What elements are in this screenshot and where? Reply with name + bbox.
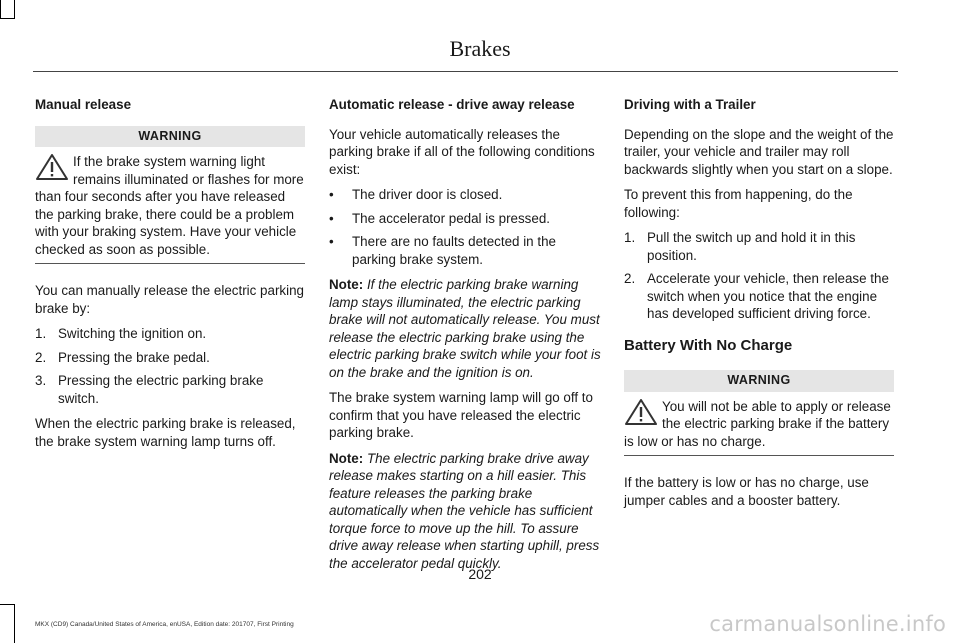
- list-item: [329, 233, 601, 268]
- warning-label: WARNING: [35, 126, 305, 148]
- note-label: Note:: [329, 277, 364, 292]
- list-number: 1.: [624, 230, 636, 245]
- warning-lamp-paragraph: The brake system warning lamp will go off to confirm that you have released the electric parking brake.: [329, 390, 593, 440]
- list-item: [624, 229, 894, 264]
- list-number: 2.: [35, 349, 47, 365]
- list-text: Accelerate your vehicle, then release the switch when you notice that the engine has developed sufficient driving force.: [647, 271, 889, 321]
- list-item: [329, 186, 601, 204]
- list-item: [329, 210, 601, 228]
- column-3: [624, 96, 894, 517]
- bullet: •: [329, 234, 334, 249]
- list-text: There are no faults detected in the parking brake system.: [352, 234, 556, 267]
- list-number: 1.: [35, 326, 47, 341]
- warning-body: [35, 153, 305, 258]
- list-text: The driver door is closed.: [352, 187, 503, 202]
- list-item: [35, 372, 305, 407]
- automatic-release-intro: Your vehicle automatically releases the parking brake if all of the following conditions exist:: [329, 126, 595, 177]
- battery-after: If the battery is low or has no charge, use jumper cables and a booster battery.: [624, 475, 869, 508]
- manual-release-steps: [35, 325, 305, 407]
- title-divider: [33, 71, 898, 72]
- column-1: [35, 96, 305, 458]
- page-number: 202: [468, 566, 492, 582]
- crop-mark: [14, 0, 15, 18]
- warning-triangle-icon: [35, 153, 69, 181]
- list-item: [35, 349, 305, 367]
- trailer-intro: Depending on the slope and the weight of the trailer, your vehicle and trailer may roll backwards slightly when you start on a slope.: [624, 126, 894, 177]
- warning-box: [35, 126, 305, 265]
- list-text: Pressing the electric parking brake switch.: [58, 373, 264, 406]
- list-text: Pull the switch up and hold it in this position.: [647, 230, 856, 263]
- warning-label: WARNING: [624, 370, 894, 392]
- watermark: carmanualsonline.info: [709, 612, 946, 636]
- footer-text: MKX (CD9) Canada/United States of America, enUSA, Edition date: 201707, First Printing: [35, 621, 294, 628]
- list-item: [35, 325, 305, 343]
- trailer-heading: Driving with a Trailer: [624, 97, 756, 112]
- column-2: [329, 96, 601, 580]
- list-text: Pressing the brake pedal.: [58, 349, 210, 365]
- list-text: The accelerator pedal is pressed.: [352, 210, 550, 226]
- manual-release-after: When the electric parking brake is released, the brake system warning lamp turns off.: [35, 416, 296, 449]
- manual-release-intro: You can manually release the electric parking brake by:: [35, 283, 304, 316]
- list-number: 3.: [35, 373, 47, 388]
- manual-release-heading: Manual release: [35, 97, 132, 112]
- warning-triangle-icon: [624, 398, 658, 426]
- crop-mark: [0, 18, 15, 19]
- trailer-prevent: To prevent this from happening, do the following:: [624, 187, 853, 220]
- note-text: If the electric parking brake warning lamp stays illuminated, the electric parking brake will not automatically release. You must release the electric parking brake using the electric parking brake switch while your foot is on the brake and the ignition is on.: [329, 277, 601, 380]
- warning-body: [624, 398, 894, 451]
- conditions-list: [329, 186, 601, 268]
- warning-text: You will not be able to apply or release the electric parking brake if the battery is low or has no charge.: [624, 398, 891, 449]
- note-text: The electric parking brake drive away release makes starting on a hill easier. This feature releases the parking brake automatically when the vehicle has sufficient torque force to move up the hill. To assure drive away release when starting uphill, press the accelerator pedal quickly.: [329, 450, 600, 571]
- warning-text: If the brake system warning light remains illuminated or flashes for more than four seconds after you have released the parking brake, there could be a problem with your braking system. Have your vehicle checked as soon as possible.: [35, 154, 304, 257]
- list-number: 2.: [624, 271, 636, 286]
- battery-heading: Battery With No Charge: [624, 336, 793, 354]
- bullet: •: [329, 210, 334, 226]
- crop-mark: [0, 604, 15, 605]
- note-2: [329, 450, 601, 573]
- automatic-release-heading: Automatic release - drive away release: [329, 97, 575, 112]
- page-title: Brakes: [449, 36, 511, 61]
- warning-box: [624, 370, 894, 456]
- crop-mark: [0, 0, 1, 18]
- list-item: [624, 270, 894, 323]
- list-text: Switching the ignition on.: [58, 326, 207, 341]
- note-1: [329, 276, 601, 381]
- trailer-steps: [624, 229, 894, 323]
- crop-mark: [14, 604, 15, 643]
- bullet: •: [329, 187, 334, 202]
- note-label: Note:: [329, 450, 364, 466]
